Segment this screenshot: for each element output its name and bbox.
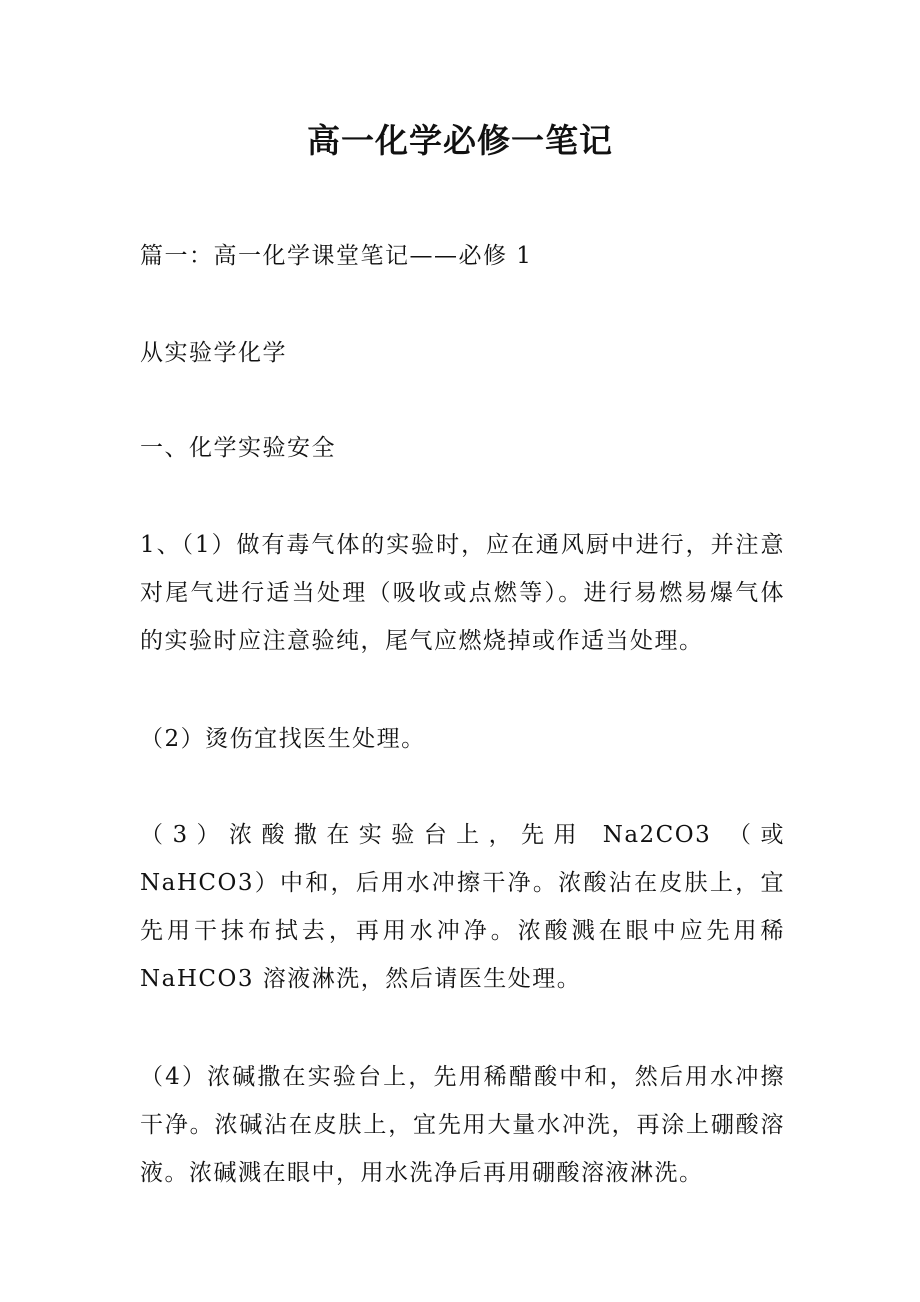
body-paragraph: （4）浓碱撒在实验台上，先用稀醋酸中和，然后用水冲擦干净。浓碱沾在皮肤上，宜先用大量水冲洗，再涂上硼酸溶液。浓碱溅在眼中，用水洗净后再用硼酸溶液淋洗。 — [140, 1064, 785, 1186]
chapter-heading: 从实验学化学 — [140, 340, 287, 366]
body-paragraph: （2）烫伤宜找医生处理。 — [140, 726, 426, 752]
document-title: 高一化学必修一笔记 — [307, 121, 613, 160]
subsection-heading: 一、化学实验安全 — [140, 435, 336, 461]
body-paragraph: 1、（1）做有毒气体的实验时，应在通风厨中进行，并注意对尾气进行适当处理（吸收或点燃等）。进行易燃易爆气体的实验时应注意验纯，尾气应燃烧掉或作适当处理。 — [140, 532, 785, 654]
section-heading: 篇一：高一化学课堂笔记——必修 1 — [140, 243, 533, 269]
body-paragraph: （3）浓酸撒在实验台上，先用 Na2CO3 （或 NaHCO3）中和，后用水冲擦干净。浓酸沾在皮肤上，宜先用干抹布拭去，再用水冲净。浓酸溅在眼中应先用稀 NaHCO3 溶液淋洗，然后请医生处理。 — [140, 822, 785, 992]
